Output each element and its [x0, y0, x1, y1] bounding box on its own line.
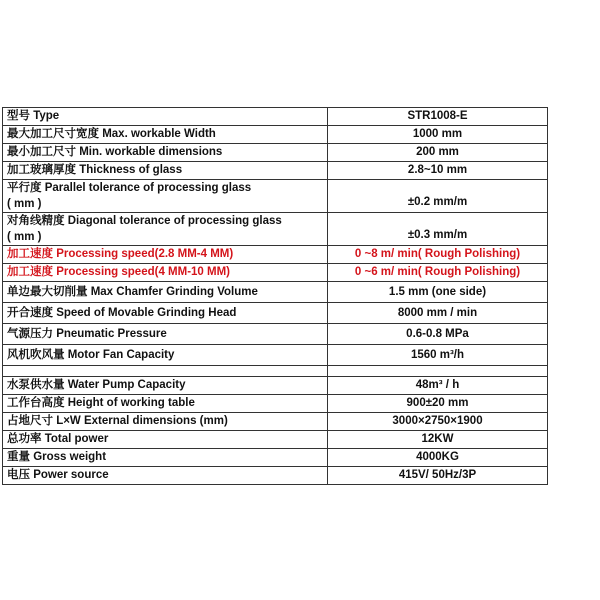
spacer-cell: [328, 366, 548, 377]
row-param: 加工速度 Processing speed(4 MM-10 MM): [3, 264, 328, 282]
row-value: 900±20 mm: [328, 395, 548, 413]
row-value: 0.6-0.8 MPa: [328, 324, 548, 345]
table-row: [3, 324, 548, 345]
row-param: 最大加工尺寸宽度 Max. workable Width: [3, 126, 328, 144]
row-param: 加工速度 Processing speed(2.8 MM-4 MM): [3, 246, 328, 264]
row-param: 最小加工尺寸 Min. workable dimensions: [3, 144, 328, 162]
row-value: 3000×2750×1900: [328, 413, 548, 431]
row-value: 0 ~8 m/ min( Rough Polishing): [328, 246, 548, 264]
table-row: [3, 413, 548, 431]
row-param: 加工玻璃厚度 Thickness of glass: [3, 162, 328, 180]
row-value: 415V/ 50Hz/3P: [328, 467, 548, 485]
table-row: [3, 345, 548, 366]
row-value: 0 ~6 m/ min( Rough Polishing): [328, 264, 548, 282]
table-row: [3, 144, 548, 162]
spacer-cell: [3, 366, 328, 377]
table-row: [3, 395, 548, 413]
row-param: 平行度 Parallel tolerance of processing glass ( mm ): [3, 180, 328, 213]
row-param: 总功率 Total power: [3, 431, 328, 449]
row-value: STR1008-E: [328, 108, 548, 126]
row-value: 1000 mm: [328, 126, 548, 144]
row-param: 风机吹风量 Motor Fan Capacity: [3, 345, 328, 366]
row-param: 重量 Gross weight: [3, 449, 328, 467]
table-row: [3, 431, 548, 449]
row-param: 开合速度 Speed of Movable Grinding Head: [3, 303, 328, 324]
row-param: 单边最大切削量 Max Chamfer Grinding Volume: [3, 282, 328, 303]
row-value: 8000 mm / min: [328, 303, 548, 324]
row-value: ±0.2 mm/m: [328, 180, 548, 213]
row-value: 12KW: [328, 431, 548, 449]
row-param: 气源压力 Pneumatic Pressure: [3, 324, 328, 345]
table-row: [3, 180, 548, 213]
table-spacer-row: [3, 366, 548, 377]
row-value: 48m³ / h: [328, 377, 548, 395]
table-row: [3, 108, 548, 126]
table-row: [3, 213, 548, 246]
row-param: 对角线精度 Diagonal tolerance of processing glass ( mm ): [3, 213, 328, 246]
table-row: [3, 377, 548, 395]
table-row: [3, 467, 548, 485]
row-value: 1.5 mm (one side): [328, 282, 548, 303]
row-param: 占地尺寸 L×W External dimensions (mm): [3, 413, 328, 431]
table-row: [3, 162, 548, 180]
row-param: 工作台高度 Height of working table: [3, 395, 328, 413]
row-value: 4000KG: [328, 449, 548, 467]
spec-table: [2, 107, 548, 485]
row-param: 电压 Power source: [3, 467, 328, 485]
table-row: [3, 449, 548, 467]
table-row: [3, 303, 548, 324]
row-value: ±0.3 mm/m: [328, 213, 548, 246]
row-param: 水泵供水量 Water Pump Capacity: [3, 377, 328, 395]
row-value: 200 mm: [328, 144, 548, 162]
row-value: 2.8~10 mm: [328, 162, 548, 180]
table-row: [3, 126, 548, 144]
table-row: [3, 264, 548, 282]
row-param: 型号 Type: [3, 108, 328, 126]
row-value: 1560 m³/h: [328, 345, 548, 366]
table-row: [3, 246, 548, 264]
table-row: [3, 282, 548, 303]
